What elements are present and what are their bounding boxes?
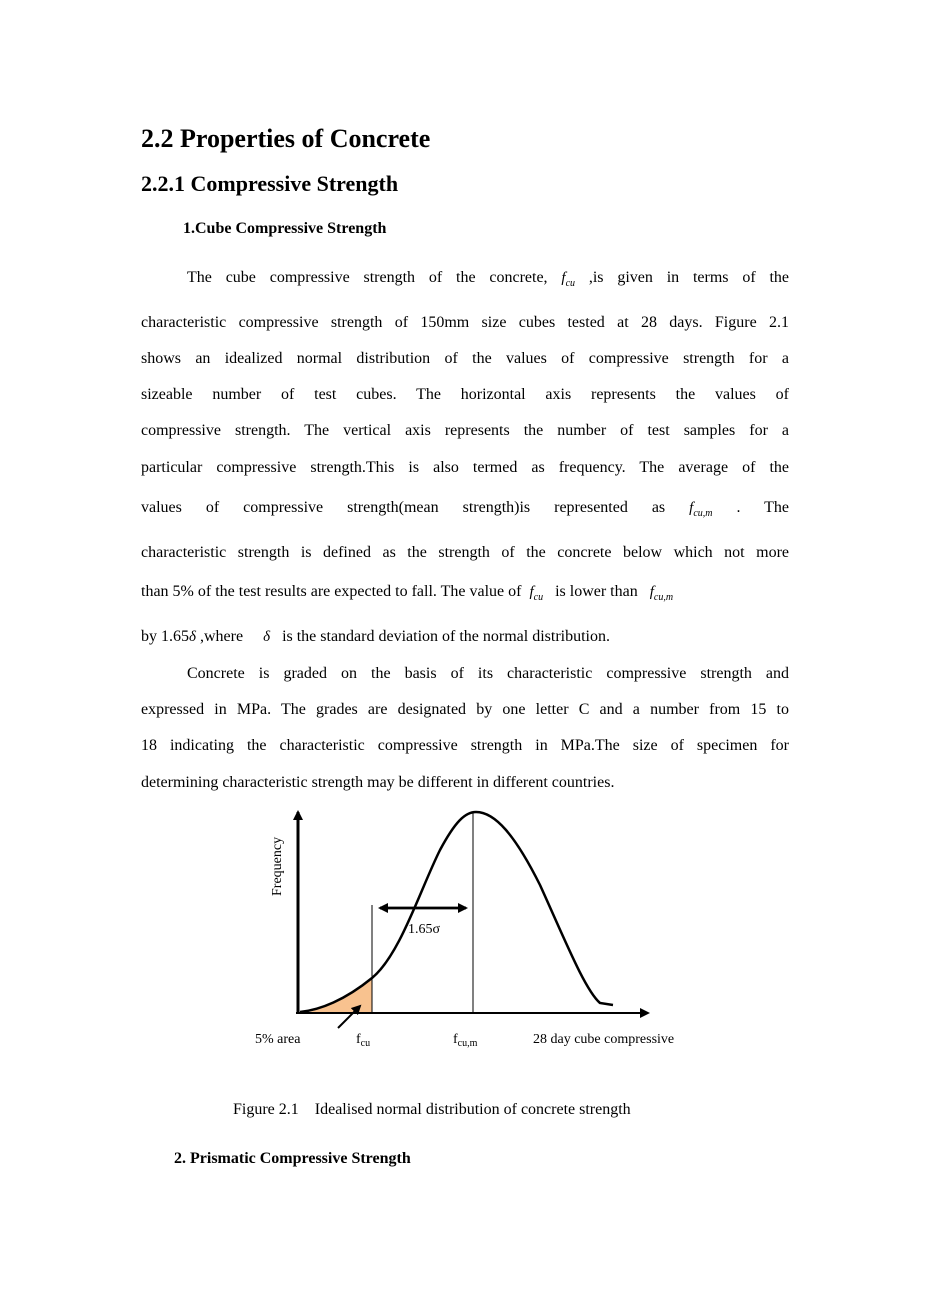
paragraph-line: determining characteristic strength may be different in different countries. [141,774,615,791]
item-heading-cube: 1.Cube Compressive Strength [183,220,387,237]
distribution-curve [300,812,613,1012]
paragraph-line: Concrete is graded on the basis of its characteristic compressive strength and [187,665,789,682]
paragraph-line: expressed in MPa. The grades are designated by one letter C and a number from 15 to [141,701,789,718]
fcu-label: $f_{cu}$ [356,1032,371,1049]
math-fcu: $f_{cu}$ [561,270,576,289]
math-fcum: $f_{cu,m}$ [649,584,674,603]
paragraph-line: sizeable number of test cubes. The horizontal axis represents the values of [141,386,789,403]
paragraph-line: values of compressive strength(mean strength)is represented as $f_{cu,m}$ . The [141,499,790,519]
item-heading-prismatic: 2. Prismatic Compressive Strength [174,1150,411,1167]
math-fcu: $f_{cu}$ [529,584,544,603]
paragraph-line: characteristic compressive strength of 150mm size cubes tested at 28 days. Figure 2.1 [141,314,789,331]
subsection-heading: 2.2.1 Compressive Strength [141,171,399,196]
fcum-label: $f_{cu,m}$ [453,1032,478,1049]
x-axis-label: 28 day cube compressive [533,1032,675,1047]
paragraph-line: shows an idealized normal distribution of the values of compressive strength for a [141,350,789,367]
area-label: 5% area [255,1032,301,1047]
y-axis-label: Frequency [270,836,285,896]
paragraph-line: 18 indicating the characteristic compressive strength in MPa.The size of specimen for [141,737,789,754]
interval-label: 1.65σ [408,922,441,937]
paragraph-line: compressive strength. The vertical axis represents the number of test samples for a [141,422,789,439]
paragraph-line: by 1.65δ ,where δ is the standard deviation of the normal distribution. [141,628,610,645]
paragraph-line: The cube compressive strength of the concrete, $f_{cu}$ ,is given in terms of the [187,269,790,289]
paragraph-line: particular compressive strength.This is also termed as frequency. The average of the [141,459,789,476]
five-percent-area [305,978,372,1013]
paragraph-line: than 5% of the test results are expected to fall. The value of $f_{cu}$ is lower than $f_{cu,m}$ [141,583,674,603]
paragraph-line: characteristic strength is defined as the strength of the concrete below which not more [141,544,789,561]
figure-caption: Figure 2.1 Idealised normal distribution of concrete strength [233,1101,631,1118]
math-fcum: $f_{cu,m}$ [689,500,713,519]
section-heading: 2.2 Properties of Concrete [141,124,431,153]
